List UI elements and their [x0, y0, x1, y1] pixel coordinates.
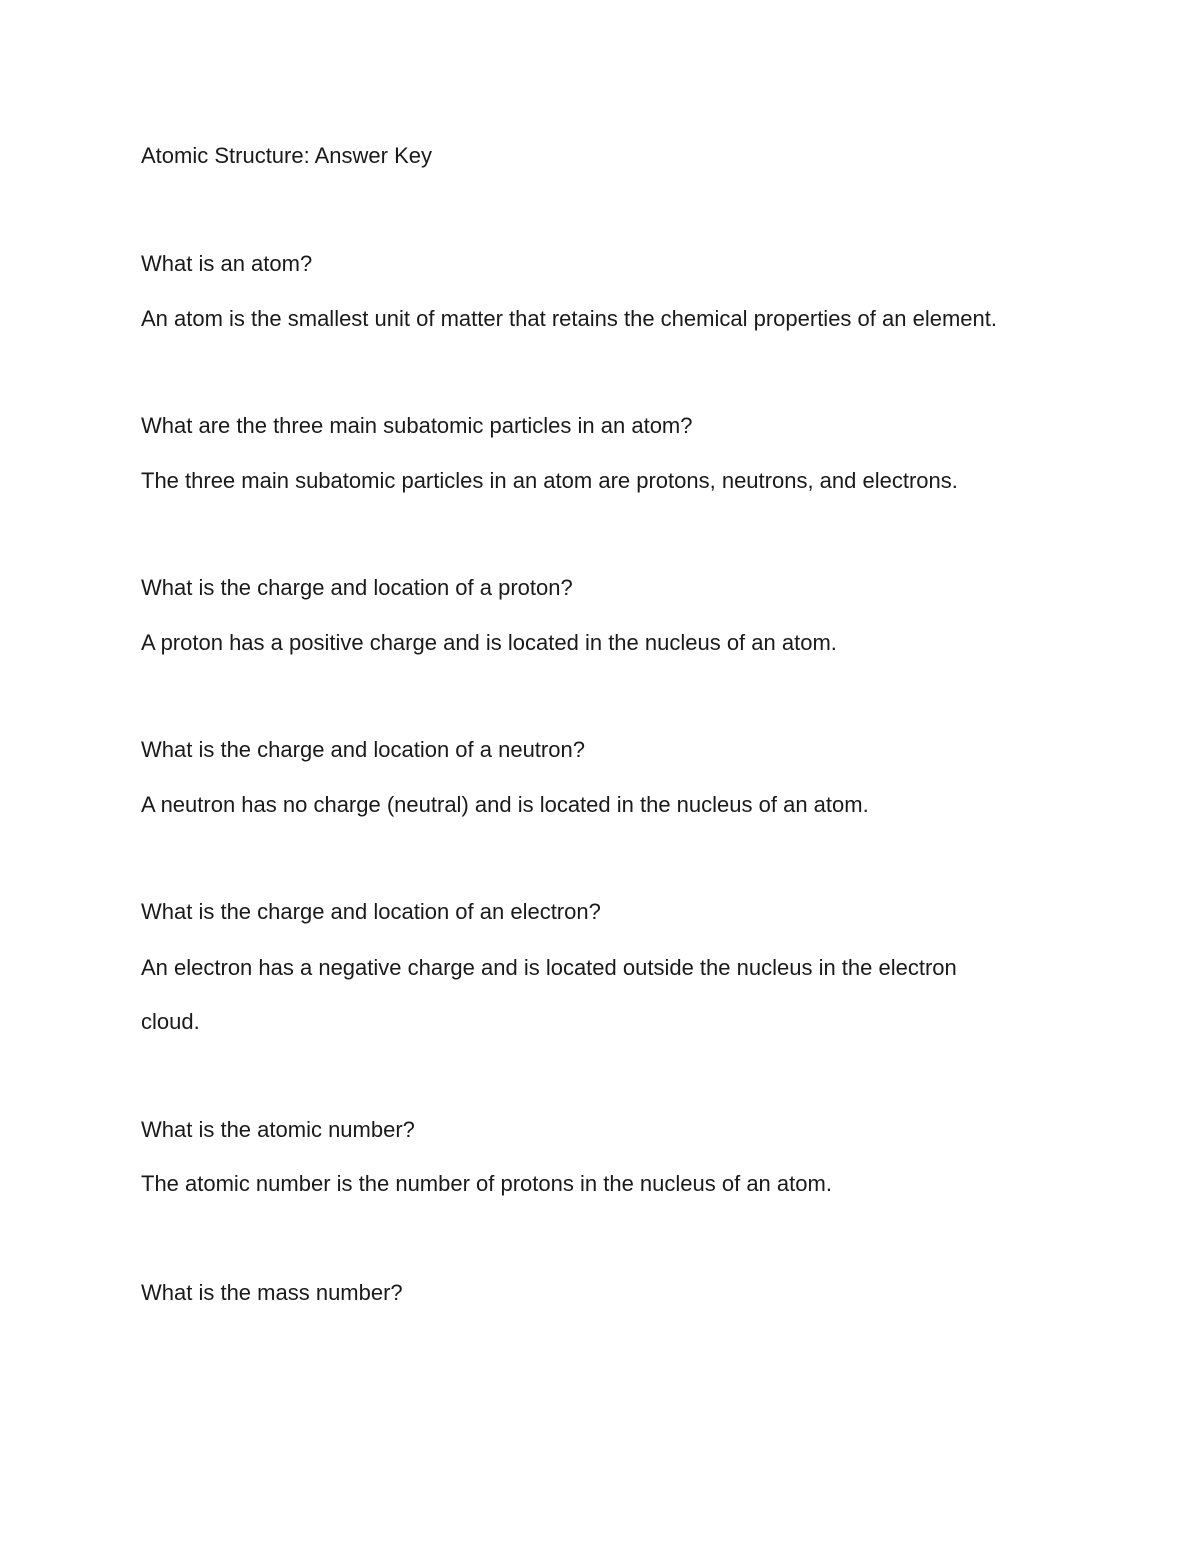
question-5: What is the charge and location of an electron? — [141, 899, 601, 924]
question-1: What is an atom? — [141, 251, 313, 276]
answer-2: The three main subatomic particles in an atom are protons, neutrons, and electrons. — [141, 468, 958, 493]
question-6: What is the atomic number? — [141, 1117, 415, 1142]
question-4: What is the charge and location of a neutron? — [141, 737, 585, 762]
answer-3: A proton has a positive charge and is located in the nucleus of an atom. — [141, 630, 837, 655]
question-3: What is the charge and location of a proton? — [141, 575, 573, 600]
document-title: Atomic Structure: Answer Key — [141, 143, 432, 168]
question-2: What are the three main subatomic particles in an atom? — [141, 413, 693, 438]
answer-4: A neutron has no charge (neutral) and is located in the nucleus of an atom. — [141, 792, 869, 817]
answer-5-line-2: cloud. — [141, 1009, 200, 1034]
question-7: What is the mass number? — [141, 1280, 403, 1305]
answer-1: An atom is the smallest unit of matter that retains the chemical properties of an element. — [141, 306, 997, 331]
answer-5-line-1: An electron has a negative charge and is located outside the nucleus in the electron — [141, 955, 957, 980]
answer-6: The atomic number is the number of protons in the nucleus of an atom. — [141, 1171, 832, 1196]
